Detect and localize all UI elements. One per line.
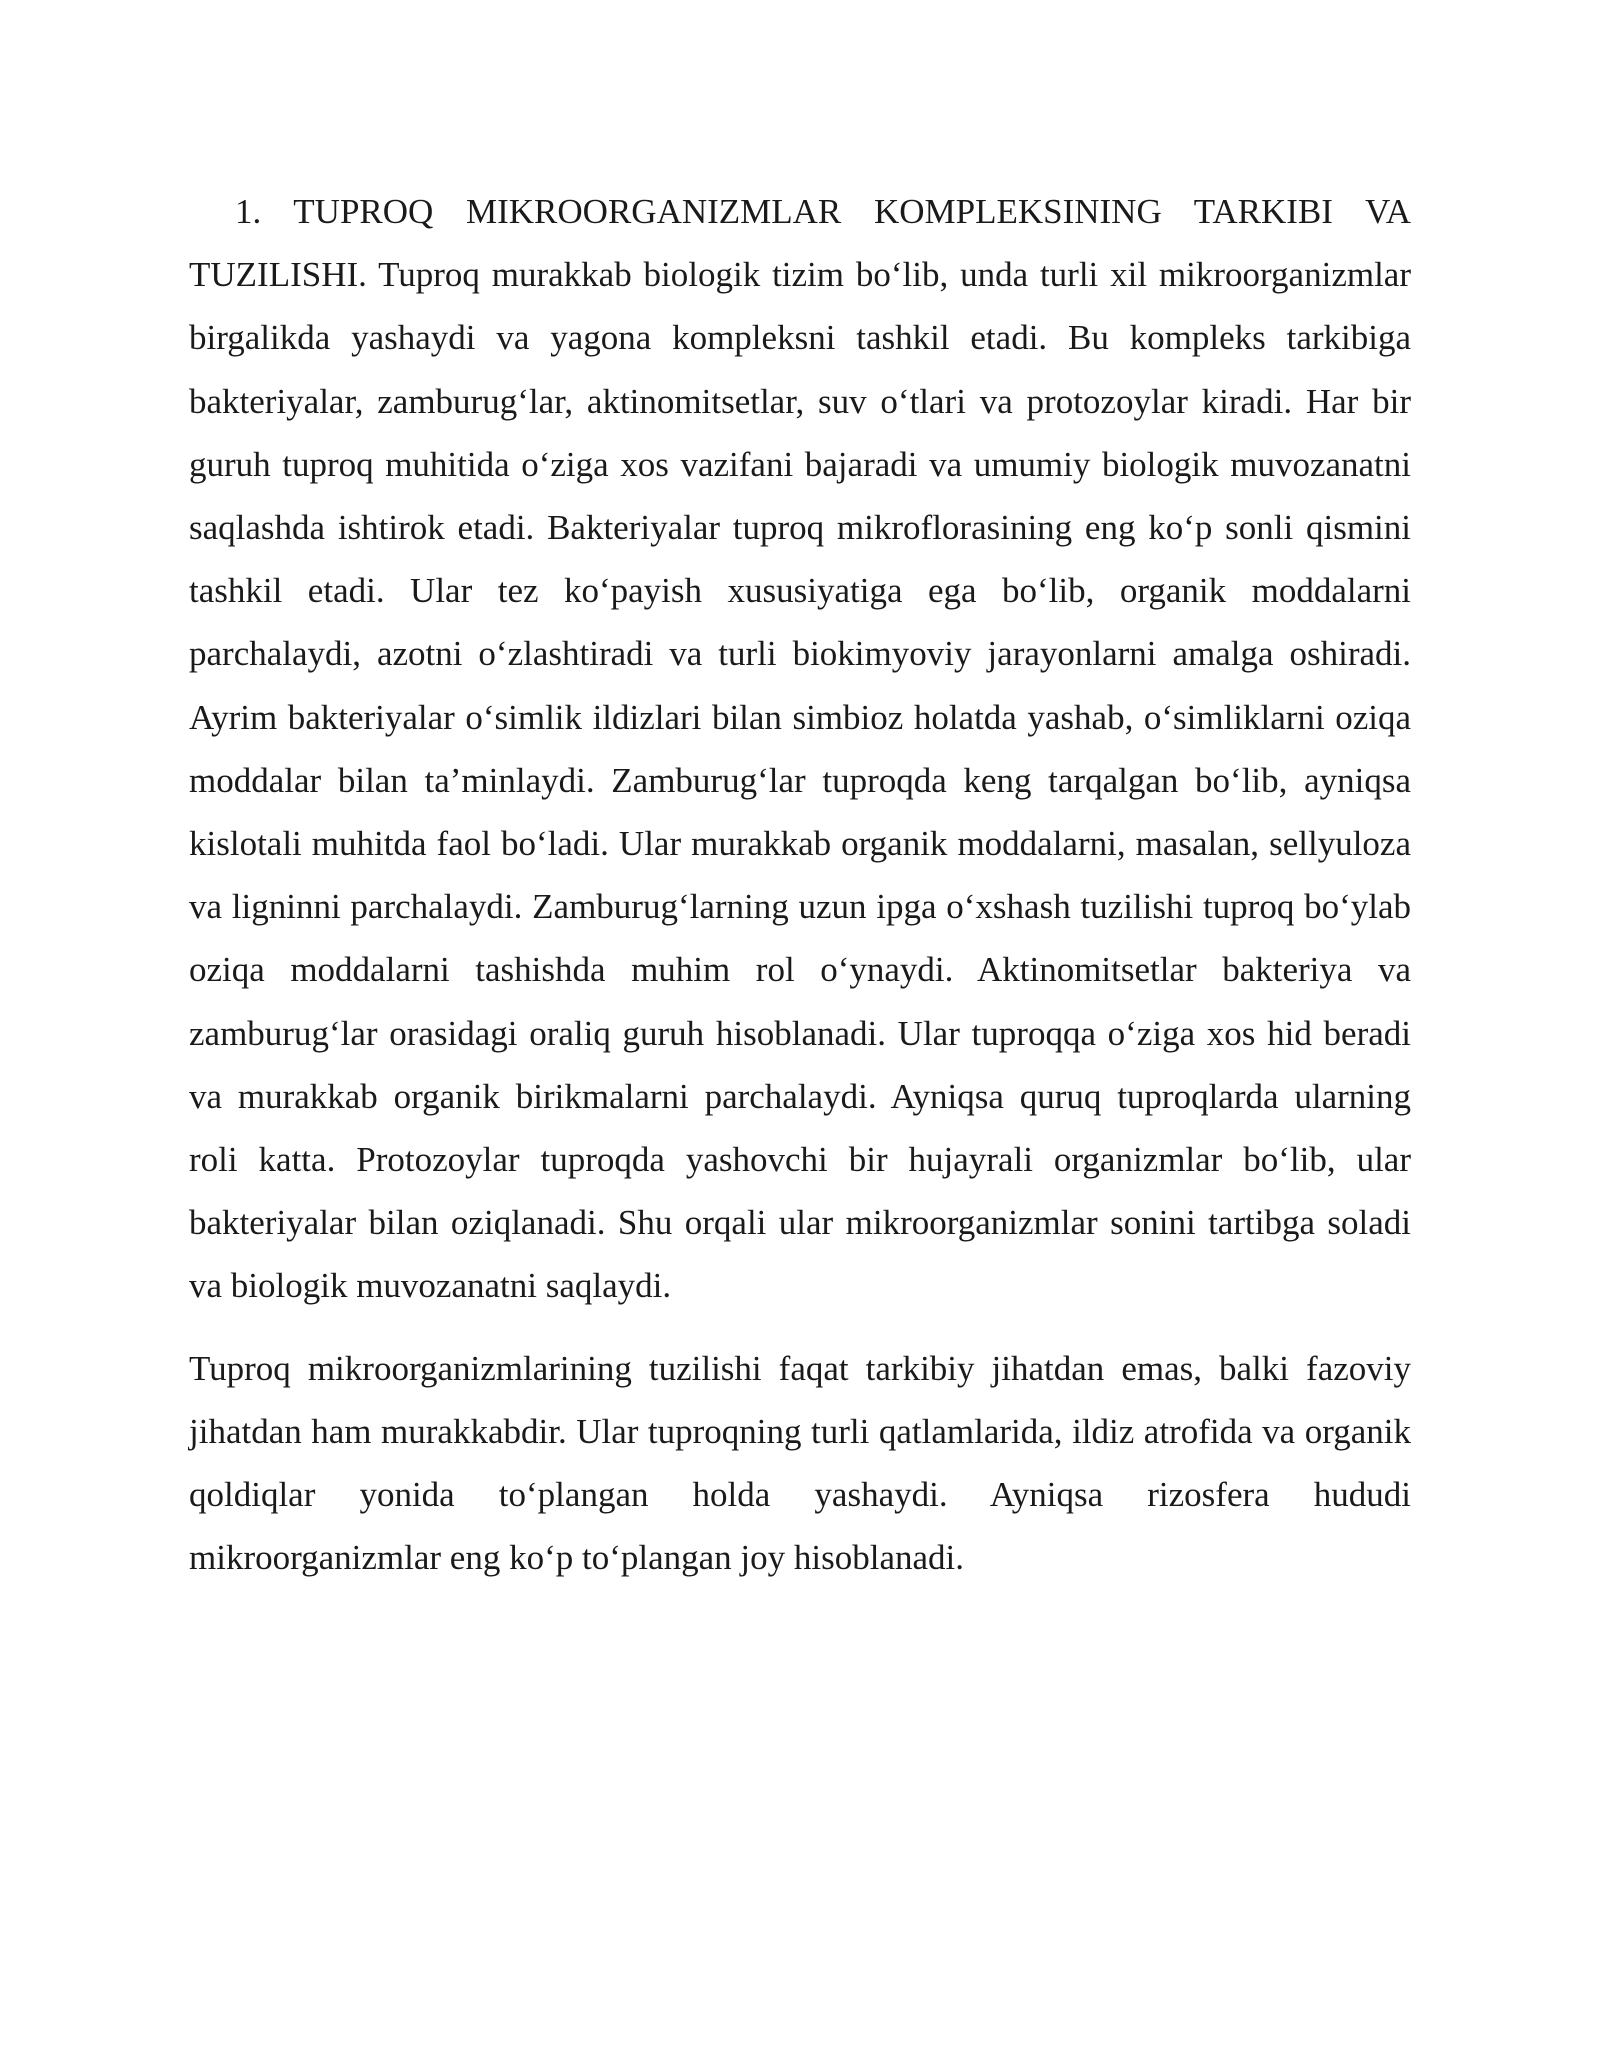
paragraph-spatial-structure: Tuproq mikroorganizmlarining tuzilishi faqat tarkibiy jihatdan emas, balki fazoviy jihatdan ham murakkabdir. Ular tuproqning turli qatlamlarida, ildiz atrofida va organik qoldiqlar yonida to‘plangan holda yashaydi. Ayniqsa rizosfera hududi mikroorganizmlar eng ko‘p to‘plangan joy hisoblanadi. xyxy=(189,1348,1411,1578)
document-body xyxy=(189,180,1411,1589)
paragraph-soil-microorganism-composition: 1. TUPROQ MIKROORGANIZMLAR KOMPLEKSINING TARKIBI VA TUZILISHI. Tuproq murakkab biologik tizim bo‘lib, unda turli xil mikroorganizmlar birgalikda yashaydi va yagona kompleksni tashkil etadi. Bu kompleks tarkibiga bakteriyalar, zamburug‘lar, aktinomitsetlar, suv o‘tlari va protozoylar kiradi. Har bir guruh tuproq muhitida o‘ziga xos vazifani bajaradi va umumiy biologik muvozanatni saqlashda ishtirok etadi. Bakteriyalar tuproq mikroflorasining eng ko‘p sonli qismini tashkil etadi. Ular tez ko‘payish xususiyatiga ega bo‘lib, organik moddalarni parchalaydi, azotni o‘zlashtiradi va turli biokimyoviy jarayonlarni amalga oshiradi. Ayrim bakteriyalar o‘simlik ildizlari bilan simbioz holatda yashab, o‘simliklarni oziqa moddalar bilan ta’minlaydi. Zamburug‘lar tuproqda keng tarqalgan bo‘lib, ayniqsa kislotali muhitda faol bo‘ladi. Ular murakkab organik moddalarni, masalan, sellyuloza va ligninni parchalaydi. Zamburug‘larning uzun ipga o‘xshash tuzilishi tuproq bo‘ylab oziqa moddalarni tashishda muhim rol o‘ynaydi. Aktinomitsetlar bakteriya va zamburug‘lar orasidagi oraliq guruh hisoblanadi. Ular tuproqqa o‘ziga xos hid beradi va murakkab organik birikmalarni parchalaydi. Ayniqsa quruq tuproqlarda ularning roli katta. Protozoylar tuproqda yashovchi bir hujayrali organizmlar bo‘lib, ular bakteriyalar bilan oziqlanadi. Shu orqali ular mikroorganizmlar sonini tartibga soladi va biologik muvozanatni saqlaydi. xyxy=(189,192,1411,1306)
